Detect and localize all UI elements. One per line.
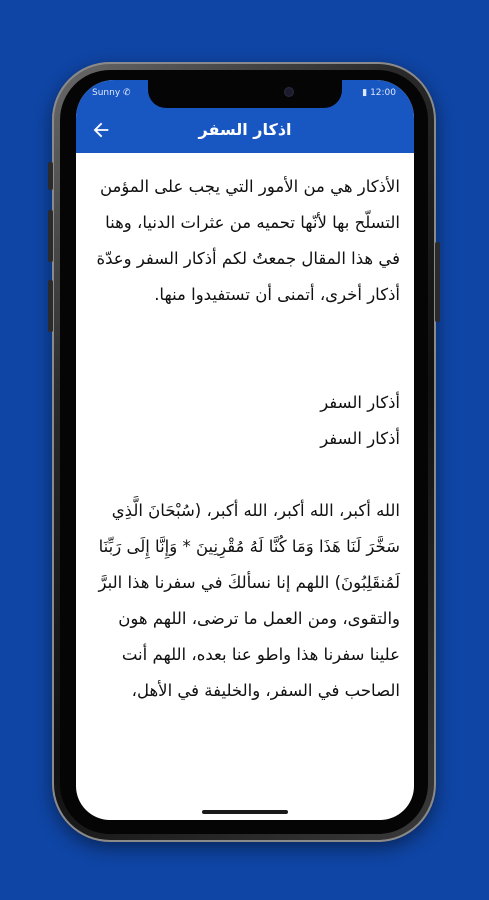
status-left: Sunny ✆ <box>92 88 131 98</box>
phone-screen <box>76 80 414 820</box>
spacer <box>88 313 400 385</box>
volume-up-button <box>48 210 53 262</box>
page-title: اذكار السفر <box>198 120 292 139</box>
power-button <box>435 242 440 322</box>
article-content <box>76 153 414 820</box>
intro-paragraph: الأذكار هي من الأمور التي يجب على المؤمن التسلّح بها لأنّها تحميه من عثرات الدنيا، وهنا في هذا المقال جمعتُ لكم أذكار السفر وعدّة أذكار أخرى، أتمنى أن تستفيدوا منها. <box>96 177 400 304</box>
spacer <box>88 457 400 493</box>
app-bar <box>76 108 414 153</box>
silent-switch <box>48 162 53 190</box>
section-heading: أذكار السفر <box>320 393 400 412</box>
home-indicator <box>202 810 288 814</box>
section-heading: أذكار السفر <box>320 429 400 448</box>
status-right: ▮ 12:00 <box>362 88 396 98</box>
notch <box>148 80 342 108</box>
camera-icon <box>284 87 294 97</box>
dua-paragraph: الله أكبر، الله أكبر، الله أكبر، (سُبْحَانَ الَّذِي سَخَّرَ لَنَا هَذَا وَمَا كُنَّا لَهُ مُقْرِنِينَ * وَإِنَّا إِلَى رَبِّنَا لَمُنقَلِبُونَ) اللهم إنا نسألكَ في سفرنا هذا البرَّ والتقوى، ومن العمل ما ترضى، اللهم هون علينا سفرنا هذا واطو عنا بعده، اللهم أنت الصاحب في السفر، والخليفة في الأهل، <box>98 501 400 700</box>
volume-down-button <box>48 280 53 332</box>
